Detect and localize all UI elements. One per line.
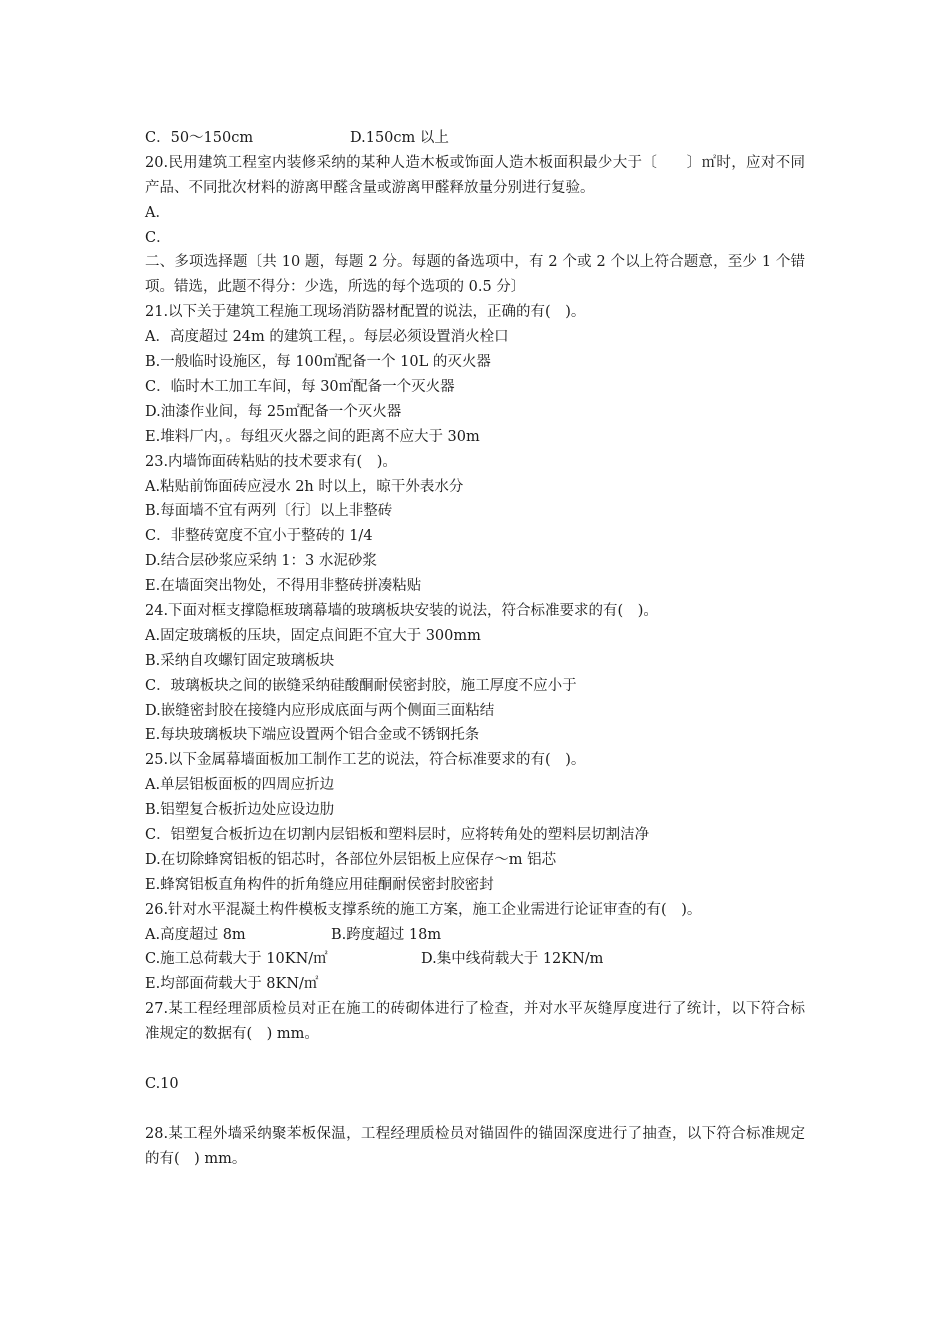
option-c: C．玻璃板块之间的嵌缝采纳硅酸酮耐侯密封胶，施工厚度不应小于 — [145, 677, 577, 694]
option-row — [145, 947, 805, 972]
option-e: E.每块玻璃板块下端应设置两个铝合金或不锈钢托条 — [145, 727, 480, 744]
blank-line — [145, 1047, 805, 1072]
section-heading: 二、多项选择题〔共 10 题，每题 2 分。每题的备选项中，有 2 个或 2 个以上符合题意，至少 1 个错项。错选，此题不得分：少选，所选的每个选项的 0.5 分〕 — [145, 254, 805, 296]
option-a: A． — [145, 204, 170, 221]
option-c: C.施工总荷载大于 10KN/㎡ — [145, 951, 328, 968]
blank-line — [145, 1097, 805, 1122]
question-23: 23.内墙饰面砖粘贴的技术要求有( )。 — [145, 453, 397, 470]
option-c: C． — [145, 229, 171, 246]
option-e: E.均部面荷载大于 8KN/㎡ — [145, 976, 319, 993]
question-21: 21.以下关于建筑工程施工现场消防器材配置的说法，正确的有( )。 — [145, 304, 586, 321]
option-c: C．非整砖宽度不宜小于整砖的 1/4 — [145, 528, 373, 545]
option-row — [145, 923, 805, 948]
question-24: 24.下面对框支撑隐框玻璃幕墙的玻璃板块安装的说法，符合标准要求的有( )。 — [145, 602, 658, 619]
question-26: 26.针对水平混凝土构件模板支撑系统的施工方案，施工企业需进行论证审查的有( )。 — [145, 901, 702, 918]
option-c: C．临时木工加工车间，每 30㎡配备一个灭火器 — [145, 378, 455, 395]
option-a: A.固定玻璃板的压块，固定点间距不宜大于 300mm — [145, 627, 481, 644]
option-a: A.粘贴前饰面砖应浸水 2h 时以上，晾干外表水分 — [145, 478, 464, 495]
option-a: A．高度超过 24m 的建筑工程，。每层必须设置消火栓口 — [145, 329, 509, 346]
option-b: B.一般临时设施区，每 100㎡配备一个 10L 的灭火器 — [145, 354, 491, 371]
option-c: C．铝塑复合板折边在切割内层铝板和塑料层时，应将转角处的塑料层切割洁净 — [145, 827, 650, 843]
option-e: E.在墙面突出物处，不得用非整砖拼凑粘贴 — [145, 578, 422, 595]
option-e: E.堆料厂内，。每组灭火器之间的距离不应大于 30m — [145, 428, 480, 445]
option-d: D.150cm 以上 — [350, 130, 449, 146]
option-a: A.高度超过 8m — [145, 926, 246, 943]
option-d: D.嵌缝密封胶在接缝内应形成底面与两个侧面三面粘结 — [145, 702, 495, 719]
option-d: D.结合层砂浆应采纳 1：3 水泥砂浆 — [145, 553, 377, 570]
question-28: 28.某工程外墙采纳聚苯板保温，工程经理质检员对锚固件的锚固深度进行了抽查，以下符合标准规定的有( ) mm。 — [145, 1125, 805, 1167]
option-d: D.在切除蜂窝铝板的铝芯时，各部位外层铝板上应保存～m 铝芯 — [145, 851, 557, 868]
option-e: E.蜂窝铝板直角构件的折角缝应用硅酮耐侯密封胶密封 — [145, 876, 494, 893]
option-b: B.采纳自攻螺钉固定玻璃板块 — [145, 652, 335, 669]
option-b: B.跨度超过 18m — [331, 926, 442, 943]
document-page — [145, 126, 805, 1172]
option-d: D.油漆作业间，每 25㎡配备一个灭火器 — [145, 403, 402, 420]
option-c: C.10 — [145, 1075, 179, 1092]
option-a: A.单层铝板面板的四周应折边 — [145, 777, 335, 794]
option-b: B.每面墙不宜有两列〔行〕以上非整砖 — [145, 503, 393, 520]
option-b: B.铝塑复合板折边处应设边肋 — [145, 802, 335, 819]
question-20: 20.民用建筑工程室内装修采纳的某种人造木板或饰面人造木板面积最少大于〔 〕㎡时，应对不同产品、不同批次材料的游离甲醛含量或游离甲醛释放量分别进行复验。 — [145, 154, 805, 196]
question-25: 25.以下金属幕墙面板加工制作工艺的说法，符合标准要求的有( )。 — [145, 752, 586, 769]
option-row — [145, 126, 805, 151]
question-27: 27.某工程经理部质检员对正在施工的砖砌体进行了检查，并对水平灰缝厚度进行了统计，以下符合标准规定的数据有( ) mm。 — [145, 1001, 805, 1043]
option-c: C．50～150cm — [145, 130, 254, 146]
option-d: D.集中线荷载大于 12KN/m — [421, 951, 604, 968]
